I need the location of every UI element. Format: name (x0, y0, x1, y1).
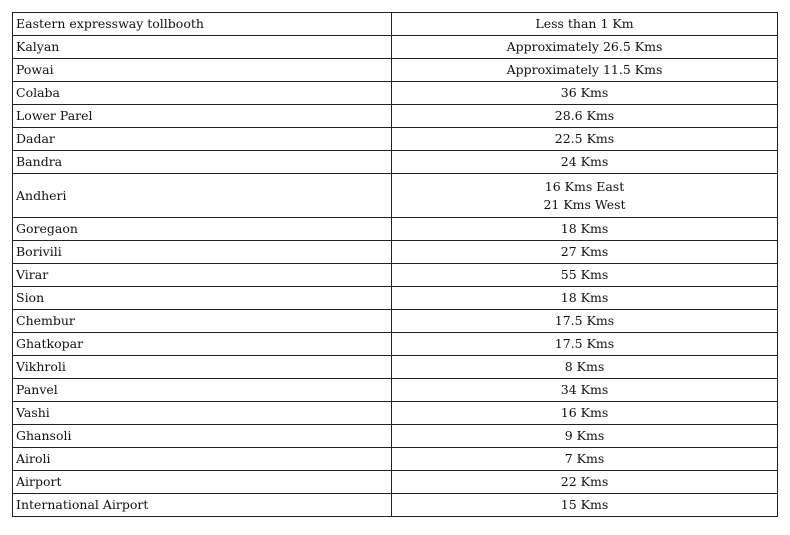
distance-table (12, 12, 778, 517)
distance-value: 18 Kms (560, 290, 609, 305)
place-cell: Bandra (13, 151, 392, 174)
table-row (13, 287, 778, 310)
distance-value: 9 Kms (564, 428, 605, 443)
table-row (13, 264, 778, 287)
distance-cell (392, 264, 778, 287)
distance-value: 21 Kms West (543, 196, 626, 212)
place-cell: Kalyan (13, 36, 392, 59)
distance-cell (392, 333, 778, 356)
place-cell: Airoli (13, 448, 392, 471)
place-cell: Eastern expressway tollbooth (13, 13, 392, 36)
distance-value: 15 Kms (560, 497, 609, 512)
place-cell: Sion (13, 287, 392, 310)
distance-cell (392, 310, 778, 333)
distance-value: 8 Kms (564, 359, 605, 374)
place-cell: Panvel (13, 379, 392, 402)
place-cell: Virar (13, 264, 392, 287)
place-cell: Chembur (13, 310, 392, 333)
distance-cell (392, 471, 778, 494)
table-row (13, 402, 778, 425)
distance-cell (392, 287, 778, 310)
distance-cell (392, 128, 778, 151)
distance-value: Approximately 11.5 Kms (506, 62, 663, 77)
distance-value: 28.6 Kms (554, 108, 615, 123)
distance-cell (392, 151, 778, 174)
table-row (13, 448, 778, 471)
distance-table-body (13, 13, 778, 517)
place-cell: Goregaon (13, 218, 392, 241)
distance-cell (392, 425, 778, 448)
distance-value: Less than 1 Km (535, 16, 634, 31)
distance-value: 22 Kms (560, 474, 609, 489)
distance-value: 17.5 Kms (554, 336, 615, 351)
table-row (13, 379, 778, 402)
table-row (13, 128, 778, 151)
place-cell: International Airport (13, 494, 392, 517)
distance-cell (392, 402, 778, 425)
place-cell: Lower Parel (13, 105, 392, 128)
table-row (13, 13, 778, 36)
distance-value: 22.5 Kms (554, 131, 615, 146)
table-row (13, 218, 778, 241)
distance-value: 16 Kms (560, 405, 609, 420)
distance-cell (392, 356, 778, 379)
distance-value: 55 Kms (560, 267, 609, 282)
distance-cell (392, 448, 778, 471)
table-row (13, 174, 778, 218)
distance-cell (392, 36, 778, 59)
distance-cell (392, 82, 778, 105)
table-row (13, 59, 778, 82)
place-cell: Airport (13, 471, 392, 494)
distance-value: 27 Kms (560, 244, 609, 259)
distance-value: 16 Kms East (544, 178, 625, 194)
distance-cell (392, 105, 778, 128)
place-cell: Borivili (13, 241, 392, 264)
distance-cell (392, 174, 778, 218)
place-cell: Ghansoli (13, 425, 392, 448)
distance-cell (392, 379, 778, 402)
distance-value: 36 Kms (560, 85, 609, 100)
distance-cell (392, 13, 778, 36)
place-cell: Ghatkopar (13, 333, 392, 356)
distance-value: 17.5 Kms (554, 313, 615, 328)
table-row (13, 471, 778, 494)
distance-value: 34 Kms (560, 382, 609, 397)
table-row (13, 425, 778, 448)
table-row (13, 241, 778, 264)
table-row (13, 82, 778, 105)
distance-cell (392, 494, 778, 517)
place-cell: Colaba (13, 82, 392, 105)
table-row (13, 494, 778, 517)
table-row (13, 105, 778, 128)
place-cell: Andheri (13, 174, 392, 218)
distance-value: Approximately 26.5 Kms (506, 39, 663, 54)
distance-value: 7 Kms (564, 451, 605, 466)
table-row (13, 310, 778, 333)
place-cell: Powai (13, 59, 392, 82)
distance-value: 18 Kms (560, 221, 609, 236)
place-cell: Vikhroli (13, 356, 392, 379)
table-row (13, 36, 778, 59)
table-row (13, 356, 778, 379)
table-row (13, 151, 778, 174)
distance-value: 24 Kms (560, 154, 609, 169)
table-row (13, 333, 778, 356)
distance-cell (392, 59, 778, 82)
distance-cell (392, 241, 778, 264)
place-cell: Dadar (13, 128, 392, 151)
place-cell: Vashi (13, 402, 392, 425)
distance-cell (392, 218, 778, 241)
